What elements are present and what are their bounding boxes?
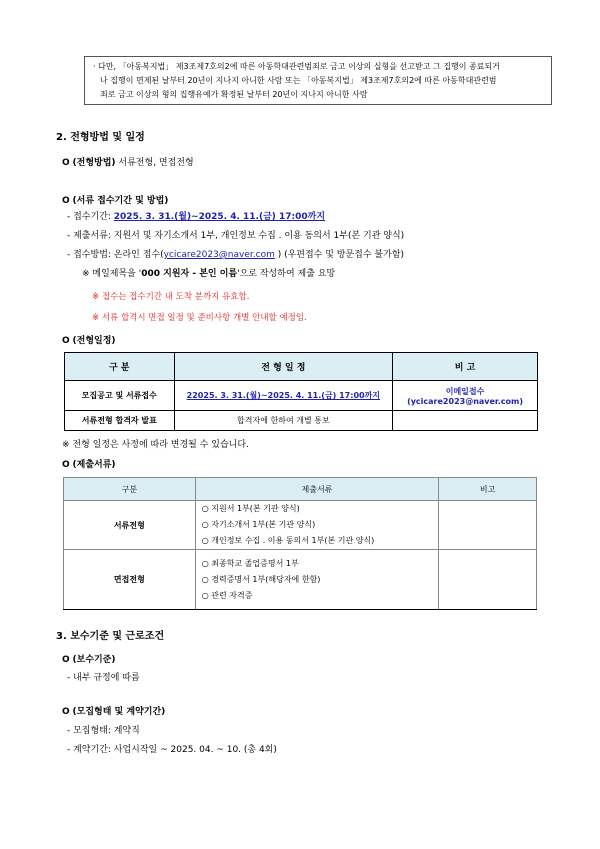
note-line-1: · 다만, 「아동복지법」 제3조제7호의2에 따른 아동학대관련범죄로 금고 이상의 실형을 선고받고 그 집행이 종료되거 — [93, 62, 500, 71]
schedule-header-dates: 전 형 일 정 — [174, 353, 392, 381]
subject-pre: ※ 메일제목을 ' — [82, 269, 142, 279]
docs-row1-category: 서류전형 — [64, 501, 196, 550]
pay-item: - 내부 규정에 따름 — [67, 673, 140, 683]
contract-label: (모집형태 및 계약기간) — [72, 707, 166, 717]
schedule-header-note: 비 고 — [393, 353, 538, 381]
subject-bold: 000 지원자 - 본인 이름 — [141, 269, 238, 279]
docs-row2-note — [439, 550, 537, 610]
pay-mark: O — [62, 655, 70, 665]
docs-row2-items — [195, 550, 438, 610]
docs-header-category: 구분 — [64, 478, 196, 501]
schedule-row1-category: 모집공고 및 서류접수 — [65, 381, 175, 411]
period-label: - 접수기간: — [67, 212, 114, 222]
method-suffix: ) (우편접수 및 방문접수 불가함) — [274, 250, 405, 260]
schedule-heading — [62, 333, 116, 346]
table-row — [65, 381, 538, 411]
schedule-row2-dates: 합격자에 한하여 개별 통보 — [174, 411, 392, 431]
schedule-row1-note-line1: 이메일접수 — [445, 386, 485, 396]
schedule-row1-note-line2: (ycicare2023@naver.com) — [407, 396, 524, 406]
schedule-row1-dates: 22025. 3. 31.(월)~2025. 4. 11.(금) 17:00까지 — [174, 381, 392, 411]
schedule-mark: O — [62, 336, 70, 346]
method-line — [62, 155, 194, 168]
docs-row1-items — [195, 501, 438, 550]
list-item: ○ 관련 자격증 — [201, 590, 253, 600]
contract-heading — [62, 704, 165, 717]
method-text: 서류전형, 면접전형 — [118, 158, 194, 168]
reception-method-line — [67, 247, 404, 260]
reception-label: (서류 접수기간 및 방법) — [72, 196, 169, 206]
docs-row2-category: 면접전형 — [64, 550, 196, 610]
table-row — [64, 501, 537, 550]
red-note-1: ※ 접수는 접수기간 내 도착 분까지 유효함. — [92, 292, 250, 302]
pay-heading — [62, 652, 116, 665]
contract-item-2: - 계약기간: 사업시작일 ~ 2025. 04. ~ 10. (총 4회) — [67, 745, 277, 755]
subject-post: '으로 작성하여 제출 요망 — [237, 269, 336, 279]
submit-mark: O — [62, 460, 70, 470]
section-3-title: 3. 보수기준 및 근로조건 — [56, 631, 165, 642]
list-item: ○ 경력증명서 1부(해당자에 한함) — [201, 574, 321, 584]
table-row — [64, 550, 537, 610]
method-prefix: - 접수방법: 온라인 접수( — [67, 250, 164, 260]
schedule-label: (전형일정) — [72, 336, 116, 346]
list-item: ○ 자기소개서 1부(본 기관 양식) — [201, 520, 316, 529]
schedule-header-category: 구 분 — [65, 353, 175, 381]
docs-header-note: 비고 — [439, 478, 537, 501]
schedule-row2-note — [393, 411, 538, 431]
docs-header-docs: 제출서류 — [195, 478, 438, 501]
schedule-row1-note — [393, 381, 538, 411]
subject-line — [82, 266, 335, 279]
reception-mark: O — [62, 196, 70, 206]
reception-period-line — [67, 209, 325, 222]
submit-docs-table — [63, 477, 537, 610]
docs-row1-note — [439, 501, 537, 550]
schedule-table — [64, 352, 538, 431]
email-link[interactable]: ycicare2023@naver.com — [163, 250, 275, 260]
submit-docs-heading — [62, 457, 116, 470]
list-item: ○ 최종학교 졸업증명서 1부 — [201, 558, 299, 568]
method-label: (전형방법) — [72, 158, 116, 168]
pay-label: (보수기준) — [72, 655, 116, 665]
reception-heading — [62, 193, 168, 206]
note-line-2: 나 집행이 면제된 날부터 20년이 지나지 아니한 사람 또는 「아동복지법」 제3조제7호의2에 따른 아동학대관련범 — [100, 76, 497, 85]
schedule-row2-category: 서류전형 합격자 발표 — [65, 411, 175, 431]
contract-item-1: - 모집형태: 계약직 — [67, 726, 140, 736]
submit-label: (제출서류) — [72, 460, 116, 470]
docs-line: - 제출서류: 지원서 및 자기소개서 1부, 개인정보 수집 . 이용 동의서 1부(본 기관 양식) — [67, 231, 405, 241]
schedule-change-note: ※ 전형 일정은 사정에 따라 변경될 수 있습니다. — [62, 440, 249, 450]
list-item: ○ 개인정보 수집 . 이용 동의서 1부(본 기관 양식) — [201, 536, 375, 545]
list-item: ○ 지원서 1부(본 기관 양식) — [201, 504, 300, 513]
period-value: 2025. 3. 31.(월)~2025. 4. 11.(금) 17:00까지 — [113, 212, 326, 222]
section-2-title: 2. 전형방법 및 일정 — [56, 132, 145, 143]
contract-mark: O — [62, 707, 70, 717]
table-row — [65, 411, 538, 431]
method-mark: O — [62, 158, 70, 168]
note-line-3: 죄로 금고 이상의 형의 집행유예가 확정된 날부터 20년이 지나지 아니한 사람 — [100, 90, 368, 99]
red-note-2: ※ 서류 합격시 면접 일정 및 준비사항 개별 안내할 예정임. — [92, 313, 307, 323]
